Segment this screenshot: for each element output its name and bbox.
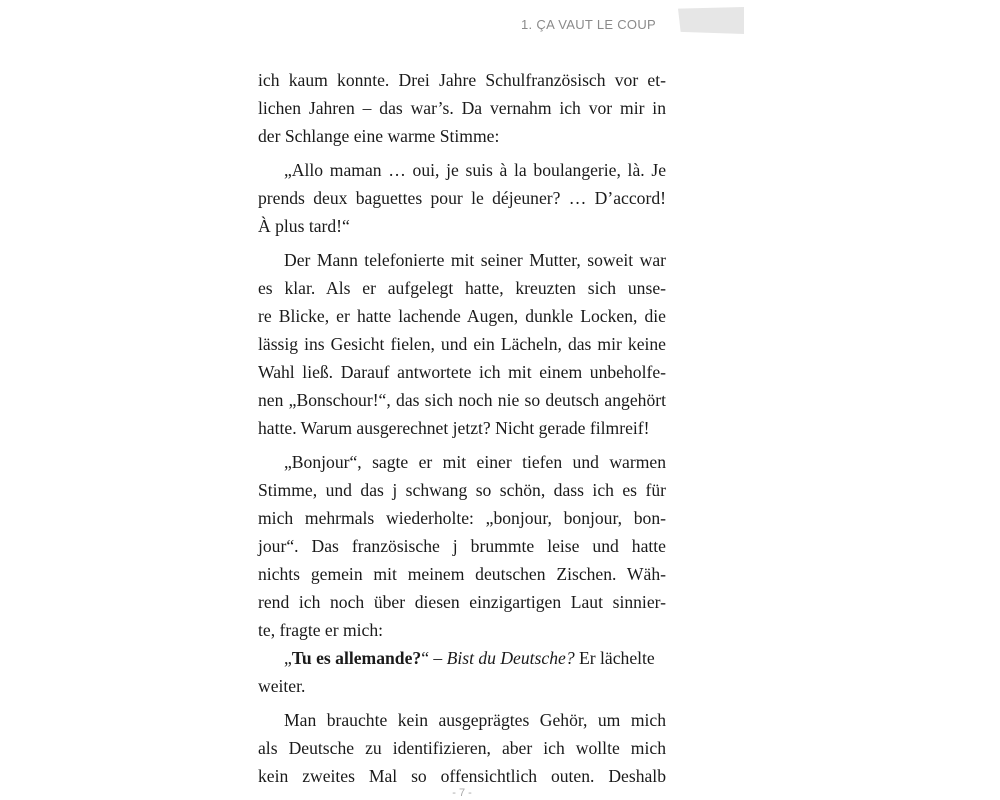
body-text <box>258 66 666 790</box>
text-line: rend ich noch über diesen einzigartigen Laut sinnier- <box>258 592 666 612</box>
text-line: hatte. Warum ausgerechnet jetzt? Nicht gerade filmreif! <box>258 418 650 438</box>
quote-line-rest: Er lächelte <box>574 648 655 668</box>
text-line: „Bonjour“, sagte er mit einer tiefen und warmen <box>284 452 666 472</box>
text-line: Stimme, und das j schwang so schön, dass ich es für <box>258 480 666 500</box>
text-line: als Deutsche zu identifizieren, aber ich wollte mich <box>258 738 666 758</box>
text-line: ich kaum konnte. Drei Jahre Schulfranzösisch vor et- <box>258 70 666 90</box>
text-line: À plus tard!“ <box>258 216 350 236</box>
text-line: jour“. Das französische j brummte leise und hatte <box>258 536 666 556</box>
text-line: lässig ins Gesicht fielen, und ein Lächeln, das mir keine <box>258 334 666 354</box>
page-number: - 7 - <box>452 787 472 799</box>
text-line: Der Mann telefonierte mit seiner Mutter, soweit war <box>284 250 666 270</box>
text-line: mich mehrmals wiederholte: „bonjour, bonjour, bon- <box>258 508 666 528</box>
quote-line <box>258 644 666 672</box>
text-line: Man brauchte kein ausgeprägtes Gehör, um mich <box>284 710 666 730</box>
quote-open-mark: „ <box>284 648 292 668</box>
text-line: es klar. Als er aufgelegt hatte, kreuzten sich unse- <box>258 278 666 298</box>
text-line: te, fragte er mich: <box>258 620 384 640</box>
german-translation: Bist du Deutsche? <box>446 648 575 668</box>
text-line: re Blicke, er hatte lachende Augen, dunkle Locken, die <box>258 306 666 326</box>
running-header-title: 1. ÇA VAUT LE COUP <box>521 17 656 32</box>
text-line: lichen Jahren – das war’s. Da vernahm ich vor mir in <box>258 98 666 118</box>
quote-close-dash: “ – <box>421 648 447 668</box>
text-line: „Allo maman … oui, je suis à la boulangerie, là. Je <box>284 160 666 180</box>
text-line: prends deux baguettes pour le déjeuner? … D’accord! <box>258 188 666 208</box>
text-line: Wahl ließ. Darauf antwortete ich mit einem unbeholfe- <box>258 362 666 382</box>
thumb-tab-mark <box>678 7 744 34</box>
text-line: kein zweites Mal so offensichtlich outen. Deshalb <box>258 766 666 786</box>
text-line: nichts gemein mit meinem deutschen Zischen. Wäh- <box>258 564 666 584</box>
text-line: der Schlange eine warme Stimme: <box>258 126 500 146</box>
text-line: weiter. <box>258 676 306 696</box>
text-line: nen „Bonschour!“, das sich noch nie so deutsch angehört <box>258 390 666 410</box>
french-question: Tu es allemande? <box>291 648 422 668</box>
